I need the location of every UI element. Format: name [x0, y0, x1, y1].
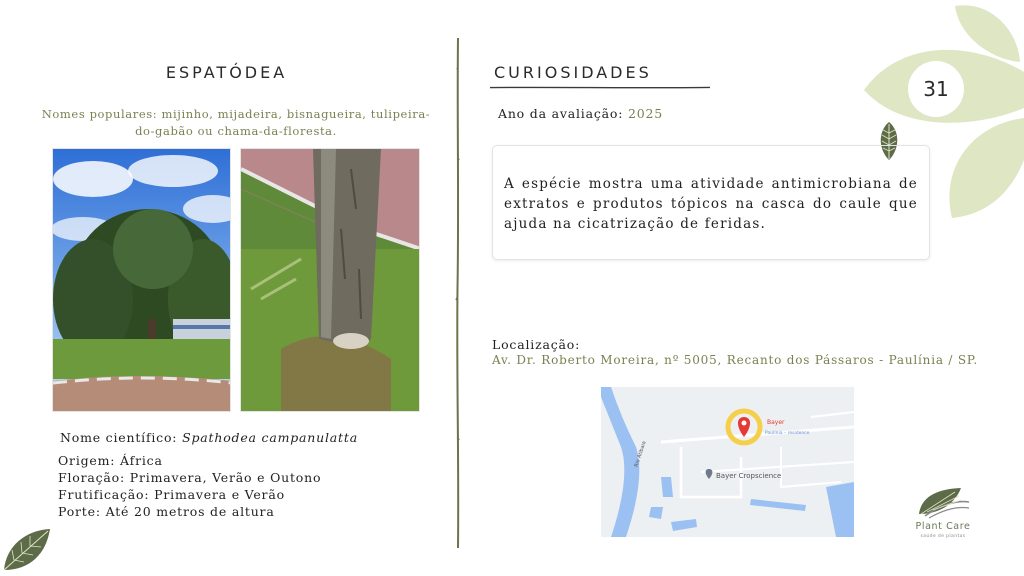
fact-fruiting: Frutificação: Primavera e Verão: [58, 487, 285, 502]
curiosity-card: [492, 145, 930, 260]
logo-name: Plant Care: [915, 521, 971, 532]
fact-size: Porte: Até 20 metros de altura: [58, 504, 275, 519]
page-number: 31: [908, 61, 964, 117]
evaluation-year-label: Ano da avaliação:: [498, 106, 624, 121]
trunk-photo: [240, 148, 420, 412]
tree-photo: [52, 148, 231, 412]
map-river-label: Rio Atibaia: [633, 440, 648, 468]
location-map[interactable]: [601, 387, 854, 537]
popular-names: Nomes populares: mijinho, mijadeira, bisnagueira, tulipeira-do-gabão ou chama-da-floresta.: [41, 107, 431, 138]
species-facts: [58, 452, 321, 520]
location-address: Av. Dr. Roberto Moreira, nº 5005, Recanto dos Pássaros - Paulínia / SP.: [492, 353, 978, 367]
scientific-name-line: [60, 430, 358, 445]
scientific-name: Spathodea campanulatta: [182, 430, 358, 445]
evaluation-year-value: 2025: [628, 106, 664, 121]
location-label: Localização:: [492, 337, 581, 352]
fact-flowering: Floração: Primavera, Verão e Outono: [58, 470, 322, 485]
evaluation-year: [498, 106, 663, 121]
vertical-divider: [452, 38, 464, 548]
leaf-decoration-bottom-left: [0, 526, 52, 576]
logo-tagline: saúde de plantas: [920, 534, 966, 539]
plant-care-logo: [898, 486, 988, 542]
curiosity-text: A espécie mostra uma atividade antimicrobiana de extratos e produtos tópicos na casca do caule que ajuda na cicatrização de feridas.: [504, 176, 918, 232]
species-title: ESPATÓDEA: [165, 63, 288, 82]
section-title: CURIOSIDADES: [494, 63, 652, 82]
map-pin-sublabel: Paulínia – residence: [765, 431, 810, 436]
scientific-name-label: Nome científico:: [60, 430, 178, 445]
map-place-label: Bayer Cropscience: [716, 472, 782, 480]
fact-origin: Origem: África: [58, 453, 163, 468]
title-underline: [490, 86, 710, 89]
map-pin-label: Bayer: [767, 419, 785, 426]
plant-care-logo-icon: [915, 486, 971, 520]
